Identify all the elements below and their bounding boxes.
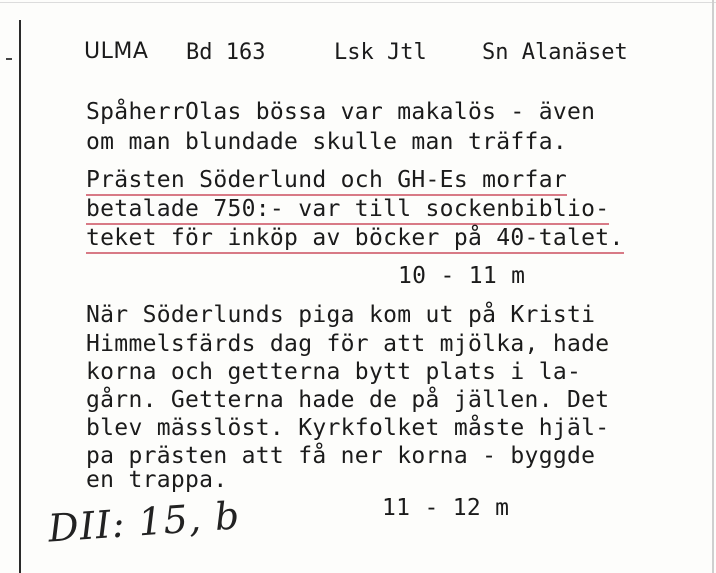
margin-tick-mark <box>6 58 12 60</box>
handwritten-reference: DII: 15, b <box>46 493 242 551</box>
card-top-edge <box>0 2 716 3</box>
district-code: Lsk Jtl <box>334 40 427 65</box>
underlined-text: teket för inköp av böcker på 40-talet. <box>86 225 624 254</box>
volume-number: Bd 163 <box>186 40 266 65</box>
time-mark: 11 - 12 m <box>382 495 510 521</box>
paragraph3-line: en trappa. <box>86 467 228 493</box>
paragraph3-line: gårn. Getterna hade de på jällen. Det <box>86 387 610 413</box>
paragraph3-line: blev mässlöst. Kyrkfolket måste hjäl- <box>86 415 610 441</box>
paragraph3-line: korna och getterna bytt plats i la- <box>86 359 582 385</box>
card-right-edge <box>712 0 714 573</box>
paragraph1-line: SpåherrOlas bössa var makalös - även <box>86 99 596 125</box>
card-left-border <box>19 20 21 573</box>
parish-name: Sn Alanäset <box>482 40 628 65</box>
paragraph2-line <box>86 195 609 223</box>
paragraph3-line: pa prästen att få ner korna - byggde <box>86 443 596 469</box>
underlined-text: Prästen Söderlund och GH-Es morfar <box>86 167 567 196</box>
paragraph1-line: om man blundade skulle man träffa. <box>86 129 568 155</box>
paragraph3-line: Himmelsfärds dag för att mjölka, hade <box>86 331 610 357</box>
paragraph3-line: När Söderlunds piga kom ut på Kristi <box>86 302 596 328</box>
paragraph2-line <box>86 224 624 252</box>
archive-code: ULMA <box>84 39 149 64</box>
paragraph2-line <box>86 166 567 194</box>
underlined-text: betalade 750:- var till sockenbiblio- <box>86 196 609 225</box>
time-mark: 10 - 11 m <box>398 263 526 289</box>
